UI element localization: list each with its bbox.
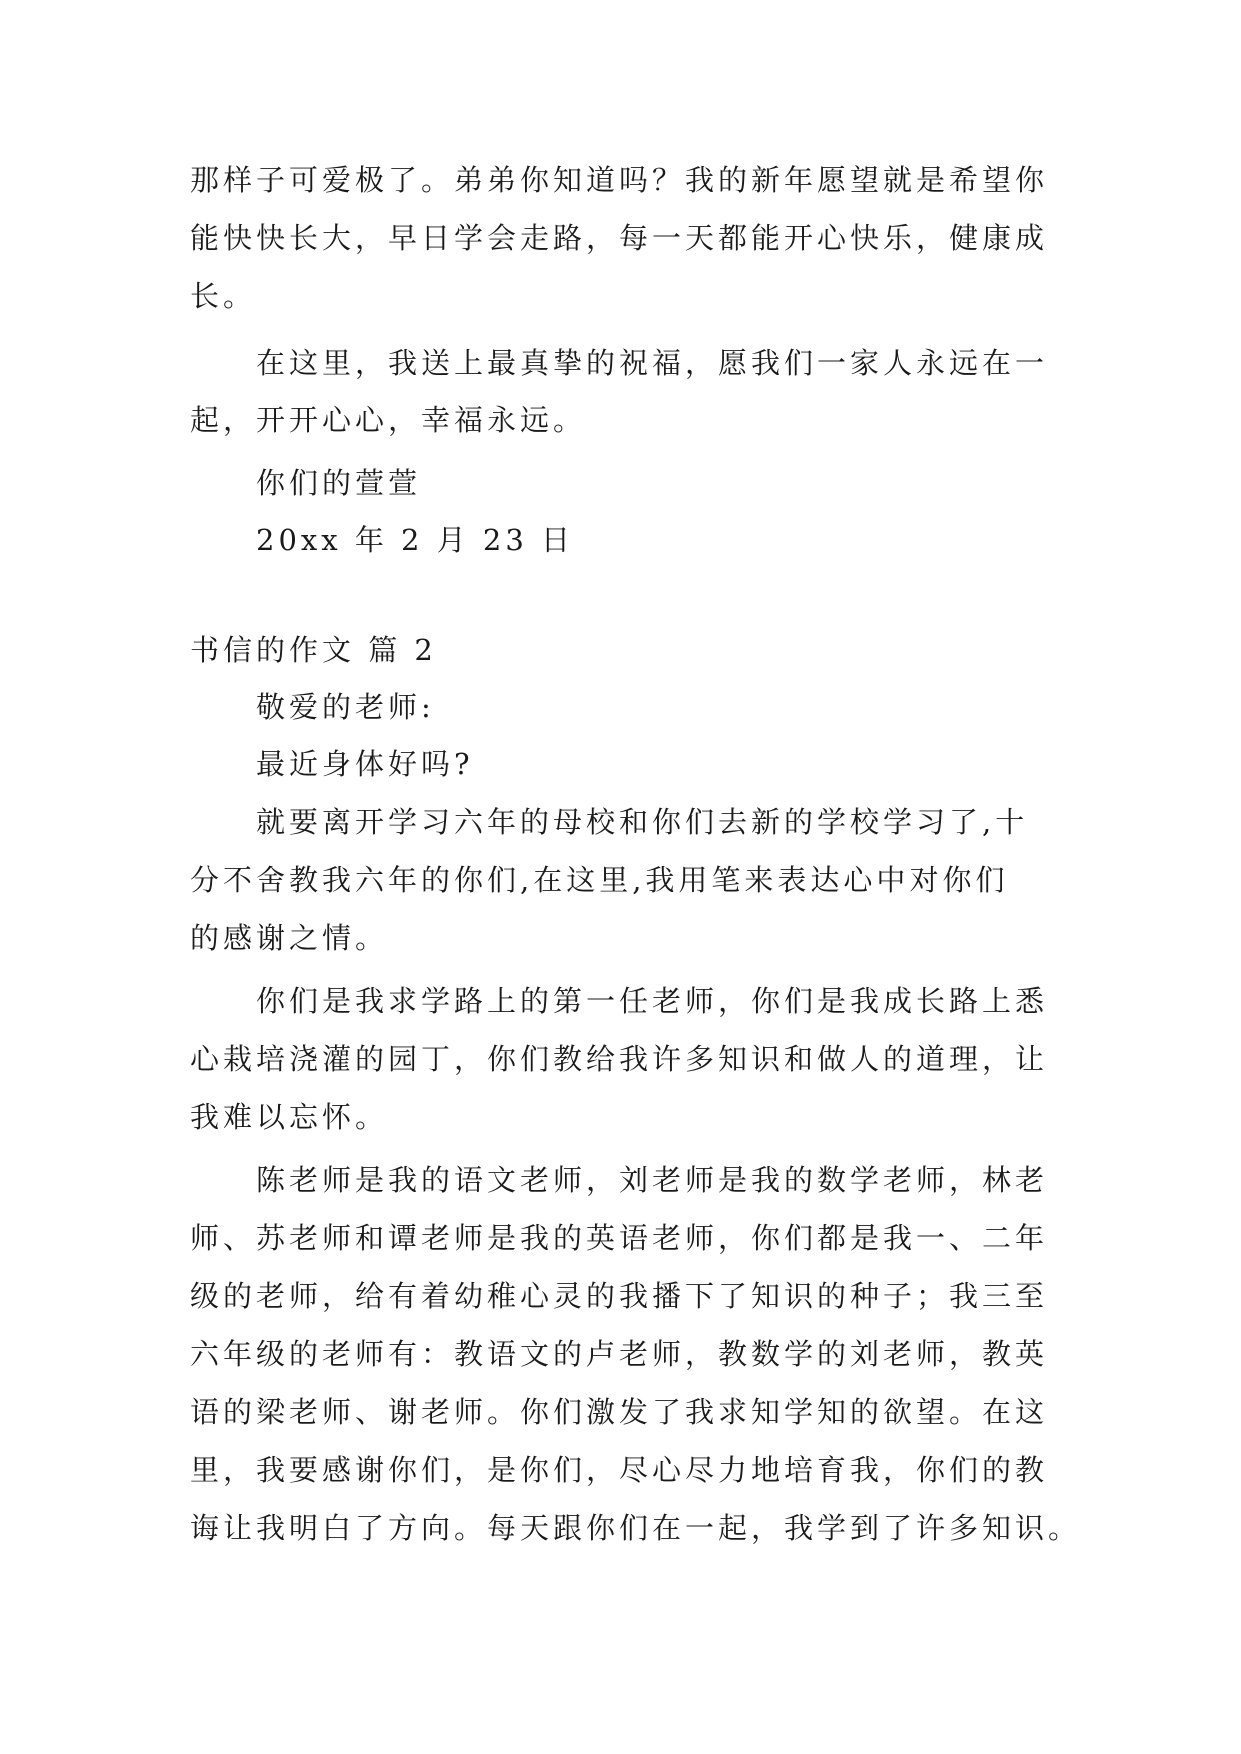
section-heading: 书信的作文 篇 2: [190, 633, 437, 667]
paragraph-line: 诲让我明白了方向。每天跟你们在一起，我学到了许多知识。: [190, 1511, 1082, 1545]
paragraph-line: 你们是我求学路上的第一任老师，你们是我成长路上悉: [256, 984, 1049, 1018]
salutation: 敬爱的老师:: [256, 690, 435, 724]
paragraph-line: 能快快长大，早日学会走路，每一天都能开心快乐，健康成: [190, 221, 1049, 255]
paragraph-line: 就要离开学习六年的母校和你们去新的学校学习了,十: [256, 805, 1029, 839]
greeting: 最近身体好吗?: [256, 747, 474, 781]
letter-date: 20xx 年 2 月 23 日: [256, 523, 575, 557]
paragraph-line: 里，我要感谢你们，是你们，尽心尽力地培育我，你们的教: [190, 1453, 1049, 1487]
paragraph-line: 级的老师，给有着幼稚心灵的我播下了知识的种子；我三至: [190, 1279, 1049, 1313]
paragraph-line: 陈老师是我的语文老师，刘老师是我的数学老师，林老: [256, 1163, 1049, 1197]
paragraph-line: 师、苏老师和谭老师是我的英语老师，你们都是我一、二年: [190, 1221, 1049, 1255]
paragraph-line: 语的梁老师、谢老师。你们激发了我求知学知的欲望。在这: [190, 1395, 1049, 1429]
paragraph-line: 在这里，我送上最真挚的祝福，愿我们一家人永远在一: [256, 346, 1049, 380]
signature: 你们的萱萱: [256, 466, 422, 500]
paragraph-line: 起，开开心心，幸福永远。: [190, 403, 587, 437]
paragraph-line: 六年级的老师有：教语文的卢老师，教数学的刘老师，教英: [190, 1337, 1049, 1371]
paragraph-line: 的感谢之情。: [190, 921, 389, 955]
paragraph-line: 分不舍教我六年的你们,在这里,我用笔来表达心中对你们: [190, 863, 1009, 897]
paragraph-line: 我难以忘怀。: [190, 1100, 389, 1134]
paragraph-line: 那样子可爱极了。弟弟你知道吗？我的新年愿望就是希望你: [190, 163, 1049, 197]
paragraph-line: 心栽培浇灌的园丁，你们教给我许多知识和做人的道理，让: [190, 1042, 1049, 1076]
paragraph-line: 长。: [190, 279, 257, 313]
